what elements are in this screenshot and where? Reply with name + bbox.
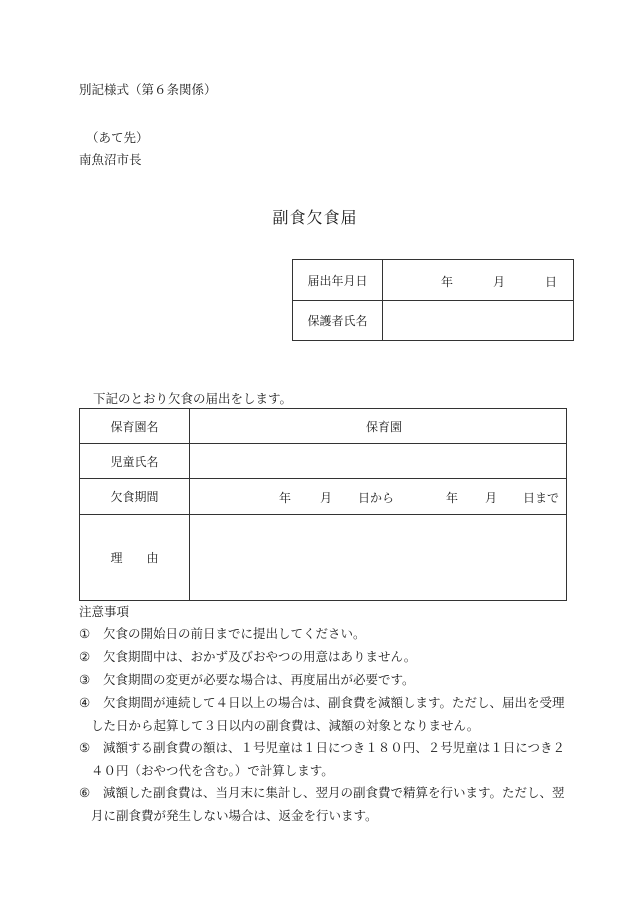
addressee-label: （あて先）: [86, 130, 149, 145]
note-item: [79, 646, 574, 669]
submission-date-field[interactable]: [383, 260, 574, 301]
child-name-field[interactable]: [190, 444, 567, 479]
note-item: [79, 782, 574, 827]
reason-field[interactable]: [190, 515, 567, 601]
period-start-year: 年: [279, 491, 292, 505]
form-label: 別記様式（第６条関係）: [79, 82, 217, 97]
page-title: 副食欠食届: [272, 208, 358, 227]
note-text: 欠食期間中は、おかず及びおやつの用意はありません。: [103, 649, 417, 664]
note-text: 減額した副食費は、当月末に集計し、翌月の副食費で精算を行います。ただし、翌月に副食費が発生しない場合は、返金を行います。: [91, 785, 565, 823]
period-end-year: 年: [446, 491, 459, 505]
note-number: ⑤: [79, 740, 91, 755]
period-end-day: 日まで: [523, 491, 560, 505]
nursery-name-field[interactable]: [190, 409, 567, 444]
details-table: [79, 408, 567, 601]
note-item: [79, 737, 574, 782]
period-start-month: 月: [320, 491, 333, 505]
day-label: 日: [545, 275, 558, 289]
note-item: [79, 669, 574, 692]
note-text: 欠食期間の変更が必要な場合は、再度届出が必要です。: [103, 672, 415, 687]
intro-text: 下記のとおり欠食の届出をします。: [93, 391, 293, 406]
period-field[interactable]: [190, 479, 567, 515]
note-number: ③: [79, 672, 91, 687]
addressee: 南魚沼市長: [79, 152, 142, 167]
child-name-label: 児童氏名: [80, 444, 190, 479]
period-label: 欠食期間: [80, 479, 190, 515]
submitter-table: [292, 259, 574, 341]
guardian-name-field[interactable]: [383, 301, 574, 341]
note-item: [79, 623, 574, 646]
note-number: ①: [79, 626, 91, 641]
note-text: 欠食期間が連続して４日以上の場合は、副食費を減額します。ただし、届出を受理した日から起算して３日以内の副食費は、減額の対象となりません。: [91, 695, 565, 733]
month-label: 月: [493, 275, 506, 289]
note-text: 欠食の開始日の前日までに提出してください。: [103, 626, 366, 641]
nursery-suffix: 保育園: [365, 419, 402, 434]
note-text: 減額する副食費の額は、１号児童は１日につき１８０円、２号児童は１日につき２４０円（おやつ代を含む。）で計算します。: [91, 740, 566, 778]
nursery-name-label: 保育園名: [80, 409, 190, 444]
period-start-day: 日から: [358, 491, 395, 505]
note-number: ⑥: [79, 785, 91, 800]
note-item: [79, 692, 574, 737]
note-number: ④: [79, 695, 91, 710]
submission-date-label: 届出年月日: [293, 260, 383, 301]
period-end-month: 月: [485, 491, 498, 505]
note-number: ②: [79, 649, 91, 664]
notes-title: 注意事項: [79, 604, 130, 619]
reason-label: 理 由: [80, 515, 190, 601]
year-label: 年: [441, 275, 454, 289]
guardian-name-label: 保護者氏名: [293, 301, 383, 341]
